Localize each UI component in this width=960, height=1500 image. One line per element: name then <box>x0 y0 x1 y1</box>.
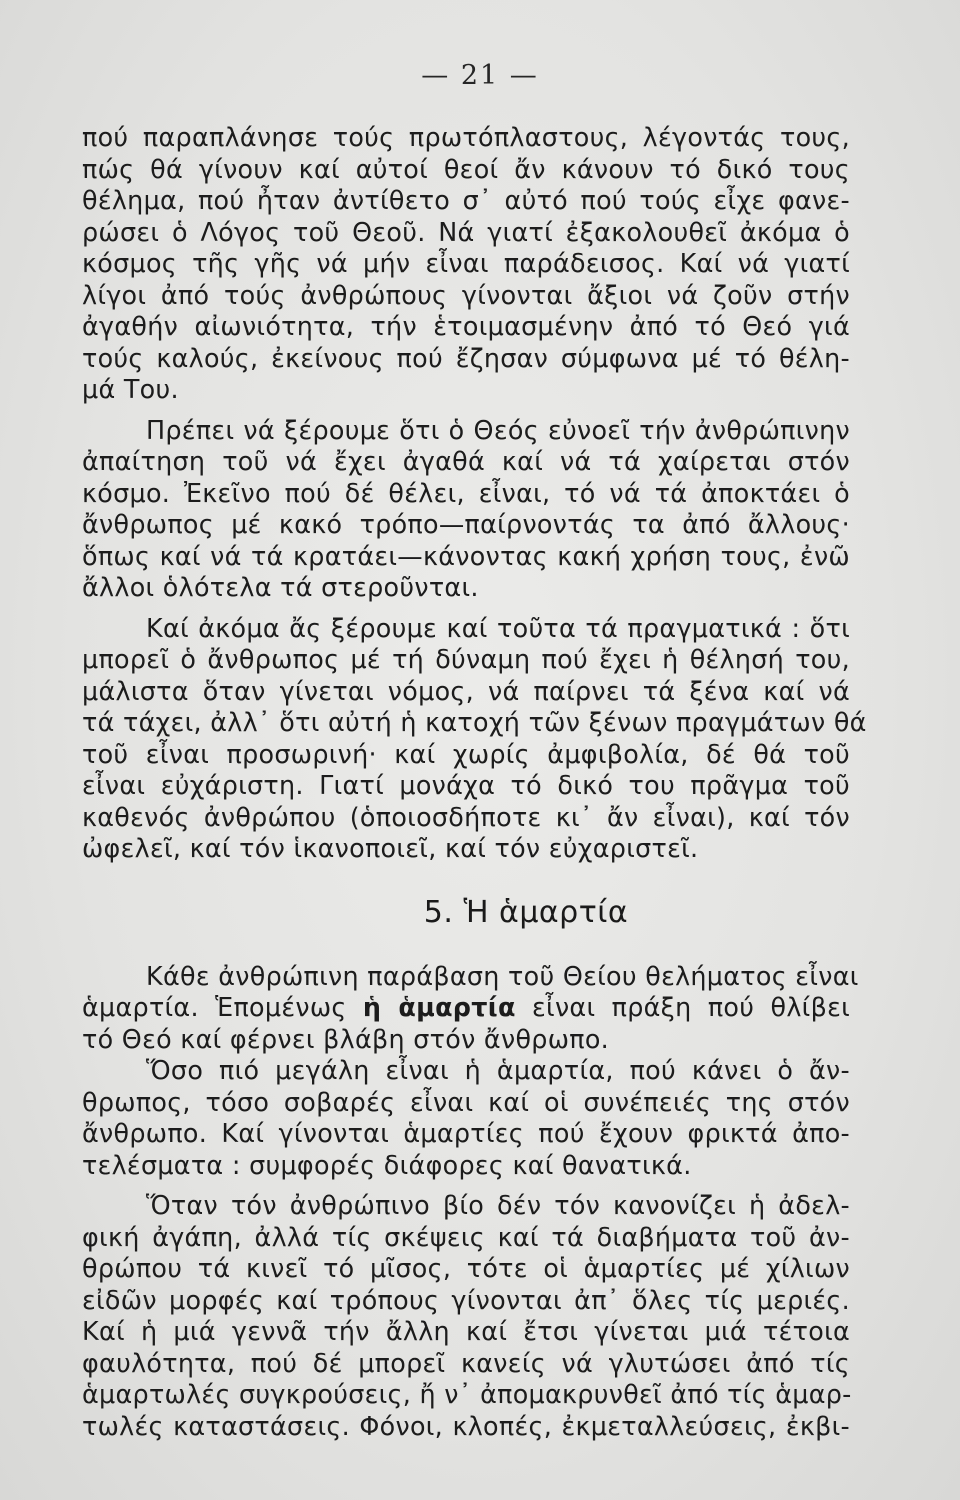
text-line: ἀπαίτηση τοῦ νά ἔχει ἀγαθά καί νά τά χαίρεται στόν <box>82 446 850 476</box>
text-line: εἶναι εὐχάριστη. Γιατί μονάχα τό δικό του πρᾶγμα τοῦ <box>82 770 850 800</box>
section-heading: 5. Ἡ ἁμαρτία <box>423 894 629 930</box>
text-line: Καί ἡ μιά γεννᾶ τήν ἄλλη καί ἔτσι γίνεται μιά τέτοια <box>82 1316 850 1346</box>
text-line: κόσμο. Ἐκεῖνο πού δέ θέλει, εἶναι, τό νά τά ἀποκτάει ὁ <box>82 477 850 508</box>
text-line: ἁμαρτωλές συγκρούσεις, ἤ ν᾽ ἀπομακρυνθεῖ ἀπό τίς ἁμαρ- <box>82 1379 852 1409</box>
text-line: Καί ἀκόμα ἄς ξέρουμε καί τοῦτα τά πραγματικά : ὅτι <box>146 612 850 643</box>
text-line: ἄλλοι ὁλότελα τά στεροῦνται. <box>82 572 479 602</box>
text-run: εἶναι πράξη πού θλίβει <box>515 992 850 1022</box>
text-line: τά τάχει, ἀλλ᾽ ὅτι αὐτή ἡ κατοχή τῶν ξένων πραγμάτων θά <box>82 707 867 737</box>
text-line: ρώσει ὁ Λόγος τοῦ Θεοῦ. Νά γιατί ἐξακολουθεῖ ἀκόμα ὁ <box>82 216 850 247</box>
page-number: — 21 — <box>421 60 539 91</box>
text-line: πού παραπλάνησε τούς πρωτόπλαστους, λέγοντάς τους, <box>82 122 850 152</box>
section-paragraph-2 <box>82 1055 850 1181</box>
text-line: εἰδῶν μορφές καί τρόπους γίνονται ἀπ᾽ ὅλες τίς μεριές. <box>82 1284 850 1315</box>
section-paragraph-3 <box>82 1190 850 1442</box>
text-run: ἁμαρτία. Ἑπομένως <box>82 992 363 1022</box>
text-line: θέλημα, πού ἦταν ἀντίθετο σ᾽ αὐτό πού τούς εἶχε φανε- <box>82 185 850 215</box>
text-line: τωλές καταστάσεις. Φόνοι, κλοπές, ἐκμεταλλεύσεις, ἐκβι- <box>82 1410 850 1441</box>
text-line: ὅπως καί νά τά κρατάει—κάνοντας κακή χρήση τους, ἐνῶ <box>82 540 850 571</box>
text-line: ἀγαθήν αἰωνιότητα, τήν ἑτοιμασμένην ἀπό τό Θεό γιά <box>82 311 850 341</box>
paragraph-2 <box>82 415 850 604</box>
text-line: καθενός ἀνθρώπου (ὁποιοσδήποτε κι᾽ ἄν εἶναι), καί τόν <box>82 801 850 832</box>
paragraph-3 <box>82 612 867 865</box>
text-line: Ὅσο πιό μεγάλη εἶναι ἡ ἁμαρτία, πού κάνει ὁ ἄν- <box>146 1055 850 1085</box>
text-line: θρωπος, τόσο σοβαρές εἶναι καί οἱ συνέπειές της στόν <box>82 1086 850 1117</box>
text-line: Ὅταν τόν ἀνθρώπινο βίο δέν τόν κανονίζει ἡ ἀδελ- <box>146 1190 850 1220</box>
text-line: μά Του. <box>82 374 179 404</box>
text-line: φική ἀγάπη, ἀλλά τίς σκέψεις καί τά διαβήματα τοῦ ἀν- <box>82 1221 850 1252</box>
text-line: λίγοι ἀπό τούς ἀνθρώπους γίνονται ἄξιοι νά ζοῦν στήν <box>82 279 850 310</box>
text-line: Πρέπει νά ξέρουμε ὅτι ὁ Θεός εὐνοεῖ τήν ἀνθρώπινην <box>146 414 850 445</box>
text-line: κόσμος τῆς γῆς νά μήν εἶναι παράδεισος. Καί νά γιατί <box>82 248 850 278</box>
text-line: ἄνθρωπος μέ κακό τρόπο—παίρνοντάς τα ἀπό ἄλλους· <box>82 509 850 539</box>
section-gap <box>82 933 850 961</box>
text-line: μάλιστα ὅταν γίνεται νόμος, νά παίρνει τά ξένα καί νά <box>82 675 850 706</box>
paragraph-gap <box>82 406 850 415</box>
paragraph-gap <box>82 604 850 613</box>
text-line: πώς θά γίνουν καί αὐτοί θεοί ἄν κάνουν τό δικό τους <box>82 153 850 184</box>
page-body <box>82 122 867 1442</box>
text-line: Κάθε ἀνθρώπινη παράβαση τοῦ Θείου θελήματος εἶναι <box>146 960 859 991</box>
text-line: φαυλότητα, πού δέ μπορεῖ κανείς νά γλυτώσει ἀπό τίς <box>82 1347 850 1378</box>
paragraph-gap <box>82 1181 850 1190</box>
text-line: ἄνθρωπο. Καί γίνονται ἁμαρτίες πού ἔχουν φρικτά ἀπο- <box>82 1118 850 1148</box>
section-gap <box>82 865 850 893</box>
text-line: ὠφελεῖ, καί τόν ἱκανοποιεῖ, καί τόν εὐχαριστεῖ. <box>82 833 699 863</box>
text-line: τό Θεό καί φέρνει βλάβη στόν ἄνθρωπο. <box>82 1023 610 1054</box>
text-line: τούς καλούς, ἐκείνους πού ἔζησαν σύμφωνα μέ τό θέλη- <box>82 342 850 373</box>
text-line: τελέσματα : συμφορές διάφορες καί θανατικά. <box>82 1149 692 1180</box>
text-line: θρώπου τά κινεῖ τό μῖσος, τότε οἱ ἁμαρτίες μέ χίλιων <box>82 1253 850 1283</box>
text-line <box>82 992 850 1024</box>
text-line: μπορεῖ ὁ ἄνθρωπος μέ τή δύναμη πού ἔχει ἡ θέλησή του, <box>82 644 850 674</box>
text-line: τοῦ εἶναι προσωρινή· καί χωρίς ἀμφιβολία, δέ θά τοῦ <box>82 738 850 769</box>
bold-term: ἡ ἁμαρτία <box>362 992 516 1022</box>
section-paragraph-1 <box>82 960 859 1056</box>
paragraph-1 <box>82 122 850 406</box>
